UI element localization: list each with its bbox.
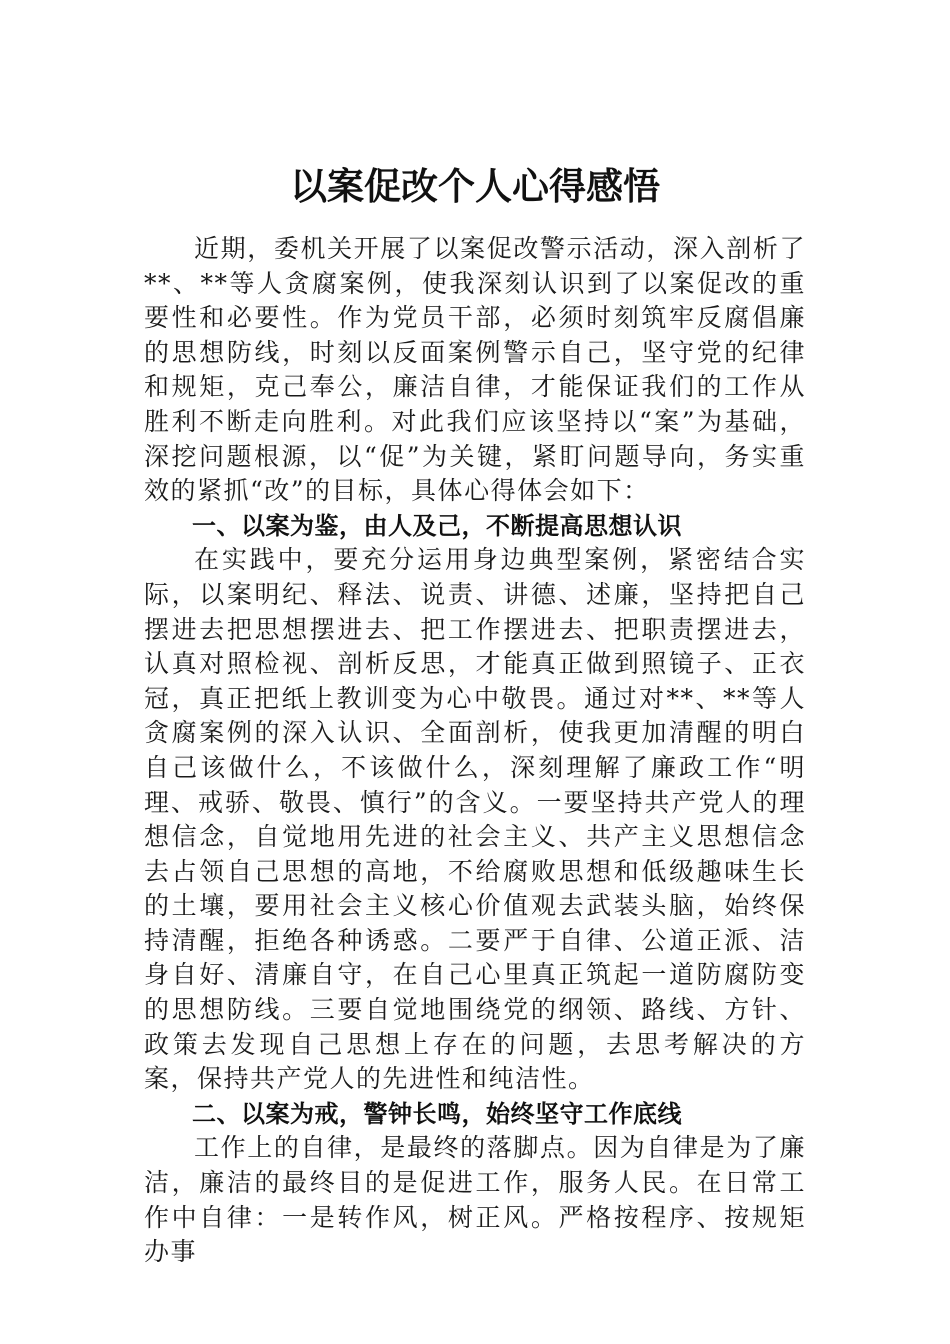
section-heading-1: 一、以案为鉴，由人及己，不断提高思想认识: [192, 511, 682, 540]
document-body: [144, 232, 806, 1270]
intro-paragraph: 近期，委机关开展了以案促改警示活动，深入剖析了**、**等人贪腐案例，使我深刻认识到了以案促改的重要性和必要性。作为党员干部，必须时刻筑牢反腐倡廉的思想防线，时刻以反面案例警示自己，坚守党的纪律和规矩，克己奉公，廉洁自律，才能保证我们的工作从胜利不断走向胜利。对此我们应该坚持以“案”为基础，深挖问题根源，以“促”为关键，紧盯问题导向，务实重效的紧抓“改”的目标，具体心得体会如下：: [144, 234, 806, 506]
document-title: 以案促改个人心得感悟: [290, 164, 660, 208]
section-2-paragraph: 工作上的自律，是最终的落脚点。因为自律是为了廉洁，廉洁的最终目的是促进工作，服务人民。在日常工作中自律：一是转作风，树正风。严格按程序、按规矩办事: [144, 1133, 806, 1267]
section-heading-2: 二、以案为戒，警钟长鸣，始终坚守工作底线: [192, 1099, 682, 1128]
section-1-paragraph: 在实践中，要充分运用身边典型案例，紧密结合实际，以案明纪、释法、说责、讲德、述廉，坚持把自己摆进去把思想摆进去、把工作摆进去、把职责摆进去，认真对照检视、剖析反思，才能真正做到照镜子、正衣冠，真正把纸上教训变为心中敬畏。通过对**、**等人贪腐案例的深入认识、全面剖析，使我更加清醒的明白自己该做什么，不该做什么，深刻理解了廉政工作“明理、戒骄、敬畏、慎行”的含义。一要坚持共产党人的理想信念，自觉地用先进的社会主义、共产主义思想信念去占领自己思想的高地，不给腐败思想和低级趣味生长的土壤，要用社会主义核心价值观去武装头脑，始终保持清醒，拒绝各种诱惑。二要严于自律、公道正派、洁身自好、清廉自守，在自己心里真正筑起一道防腐防变的思想防线。三要自觉地围绕党的纲领、路线、方针、政策去发现自己思想上存在的问题，去思考解决的方案，保持共产党人的先进性和纯洁性。: [144, 545, 806, 1094]
